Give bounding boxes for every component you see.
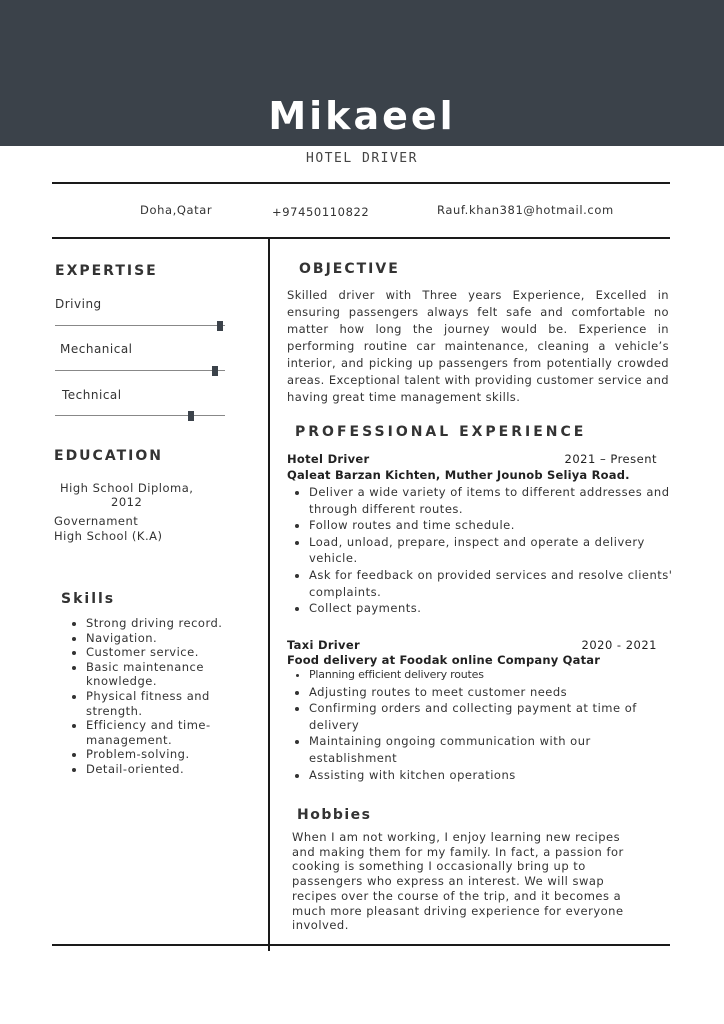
expertise-marker-driving (217, 321, 223, 331)
expertise-label-driving: Driving (55, 297, 102, 311)
expertise-bar-technical (55, 415, 225, 416)
expertise-bar-mechanical (55, 370, 225, 371)
expertise-marker-technical (188, 411, 194, 421)
skill-item: • Detail-oriented. (86, 762, 266, 777)
duty-item: • Collect payments. (309, 600, 681, 617)
skill-item: • Physical fitness and strength. (86, 689, 266, 718)
duty-item: • Assisting with kitchen operations (309, 767, 681, 784)
job-subtitle: HOTEL DRIVER (306, 151, 418, 166)
column-divider (268, 239, 270, 951)
hobbies-text: When I am not working, I enjoy learning new recipes and making them for my family. In fact, a passion for cooking is something I occasionally bring up to passengers who express an interest. We will swap recipes over the course of the trip, and it becomes a much more pleasant driving experience for everyone involved. (292, 830, 624, 933)
experience-heading: PROFESSIONAL EXPERIENCE (295, 424, 587, 440)
objective-heading: OBJECTIVE (299, 261, 400, 277)
skill-item: • Efficiency and time-management. (86, 718, 266, 747)
education-degree: High School Diploma, (60, 481, 194, 495)
contact-location: Doha,Qatar (140, 203, 213, 217)
objective-text: Skilled driver with Three years Experience, Excelled in ensuring passengers always felt safe and comfortable no matter how long the journey would be. Experience in performing routine car maintenance, cleaning a vehicle’s interior, and picking up passengers from potentially crowded areas. Exceptional talent with providing customer service and having great time management skills. (287, 288, 669, 404)
job-company: Qaleat Barzan Kichten, Muther Jounob Seliya Road. (287, 468, 630, 482)
job-company: Food delivery at Foodak online Company Qatar (287, 653, 601, 667)
expertise-label-mechanical: Mechanical (60, 342, 133, 356)
skill-item: • Navigation. (86, 631, 266, 646)
footer-rule (52, 944, 670, 946)
job-duties-list (287, 667, 681, 783)
duty-item: • Deliver a wide variety of items to different addresses and through different routes. (309, 484, 681, 517)
job-duties-list (287, 484, 681, 617)
contact-top-rule (52, 182, 670, 184)
education-school: Governament (54, 514, 139, 528)
contact-email: Rauf.khan381@hotmail.com (437, 203, 614, 217)
duty-item: • Adjusting routes to meet customer needs (309, 684, 681, 701)
duty-item: • Planning efficient delivery routes (309, 667, 681, 684)
skills-heading: Skills (61, 591, 116, 607)
duty-item: • Maintaining ongoing communication with our establishment (309, 733, 681, 766)
duty-item: • Ask for feedback on provided services and resolve clients' complaints. (309, 567, 681, 600)
skill-item: • Problem-solving. (86, 747, 266, 762)
duty-item: • Confirming orders and collecting payment at time of delivery (309, 700, 681, 733)
expertise-heading: EXPERTISE (55, 263, 158, 279)
duty-item: • Follow routes and time schedule. (309, 517, 681, 534)
skill-item: • Customer service. (86, 645, 266, 660)
expertise-label-technical: Technical (62, 388, 122, 402)
job-dates: 2021 – Present (564, 452, 657, 466)
duty-item: • Load, unload, prepare, inspect and operate a delivery vehicle. (309, 534, 681, 567)
candidate-name: Mikaeel (268, 94, 456, 138)
skill-item: • Strong driving record. (86, 616, 266, 631)
contact-phone: +97450110822 (272, 205, 370, 219)
hobbies-heading: Hobbies (297, 807, 372, 823)
education-school-name: High School (K.A) (54, 529, 163, 543)
job-title: Taxi Driver (287, 638, 360, 652)
expertise-bar-driving (55, 325, 225, 326)
expertise-marker-mechanical (212, 366, 218, 376)
education-year: 2012 (111, 495, 143, 509)
skill-item: • Basic maintenance knowledge. (86, 660, 266, 689)
job-title: Hotel Driver (287, 452, 370, 466)
contact-bottom-rule (52, 237, 670, 239)
education-heading: EDUCATION (54, 448, 163, 464)
skills-list (64, 616, 266, 777)
job-dates: 2020 - 2021 (581, 638, 657, 652)
